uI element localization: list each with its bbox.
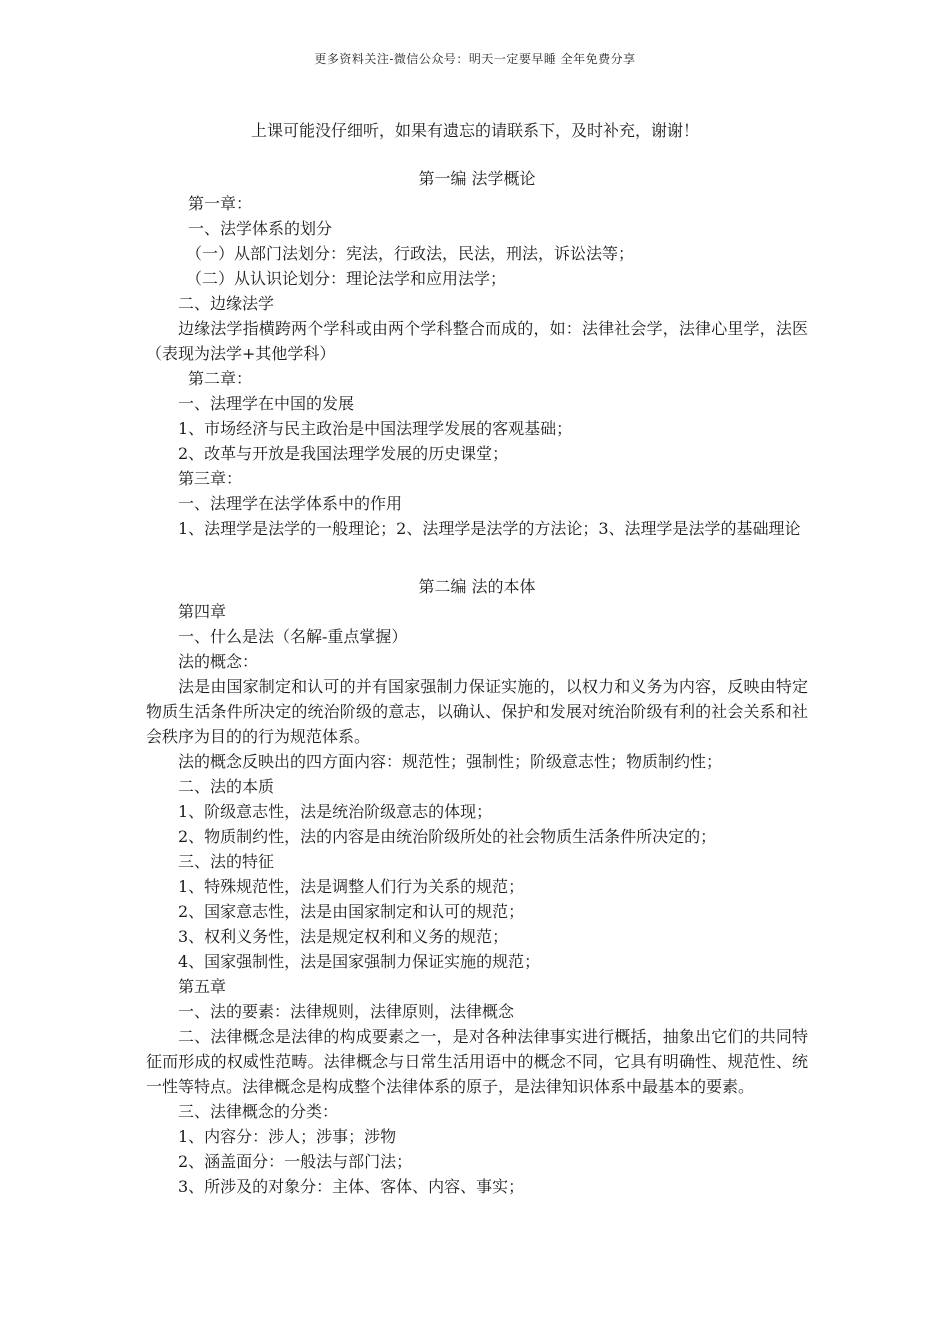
list-item: 1、内容分：涉人；涉事；涉物 — [178, 1127, 397, 1146]
section-heading: 一、法学体系的划分 — [188, 219, 333, 238]
list-item: 2、物质制约性，法的内容是由统治阶级所处的社会物质生活条件所决定的； — [178, 827, 717, 846]
chapter-3-heading: 第三章： — [178, 469, 243, 488]
section-heading: 三、法律概念的分类： — [178, 1102, 339, 1121]
paragraph: 1、法理学是法学的一般理论；2、法理学是法学的方法论；3、法理学是法学的基础理论 — [178, 519, 801, 538]
paragraph: 边缘法学指横跨两个学科或由两个学科整合而成的，如：法律社会学，法律心里学，法医（表现为法学+其他学科） — [146, 319, 808, 363]
section-heading: 一、法理学在中国的发展 — [178, 394, 355, 413]
notice-text: 上课可能没仔细听，如果有遗忘的请联系下，及时补充，谢谢！ — [250, 121, 699, 140]
label-text: 法的概念： — [178, 652, 259, 671]
chapter-2-heading: 第二章： — [188, 369, 253, 388]
list-item: 1、阶级意志性，法是统治阶级意志的体现； — [178, 802, 493, 821]
list-item: （二）从认识论划分：理论法学和应用法学； — [186, 269, 507, 288]
section-heading: 二、法的本质 — [178, 777, 275, 796]
spacer — [146, 541, 808, 566]
list-item: 1、市场经济与民主政治是中国法理学发展的客观基础； — [178, 419, 573, 438]
list-item: 4、国家强制性，法是国家强制力保证实施的规范； — [178, 952, 541, 971]
section-heading: 一、什么是法（名解-重点掌握） — [178, 627, 408, 646]
list-item: 1、特殊规范性，法是调整人们行为关系的规范； — [178, 877, 525, 896]
section-heading: 一、法理学在法学体系中的作用 — [178, 494, 403, 513]
document-body — [146, 166, 808, 1199]
list-item: 2、国家意志性，法是由国家制定和认可的规范； — [178, 902, 525, 921]
list-item: 3、所涉及的对象分：主体、客体、内容、事实； — [178, 1177, 525, 1196]
section-heading: 一、法的要素：法律规则，法律原则，法律概念 — [178, 1002, 515, 1021]
part1-title: 第一编 法学概论 — [418, 169, 536, 188]
section-heading: 三、法的特征 — [178, 852, 275, 871]
list-item: 2、改革与开放是我国法理学发展的历史课堂； — [178, 444, 509, 463]
part2-title: 第二编 法的本体 — [418, 577, 536, 596]
paragraph: 法的概念反映出的四方面内容：规范性；强制性；阶级意志性；物质制约性； — [178, 752, 723, 771]
list-item: 3、权利义务性，法是规定权利和义务的规范； — [178, 927, 509, 946]
spacer — [146, 566, 808, 574]
list-item: 2、涵盖面分：一般法与部门法； — [178, 1152, 413, 1171]
paragraph: 法是由国家制定和认可的并有国家强制力保证实施的，以权力和义务为内容，反映由特定物质生活条件所决定的统治阶级的意志，以确认、保护和发展对统治阶级有利的社会关系和社会秩序为目的的行为规范体系。 — [146, 677, 808, 746]
section-heading: 二、边缘法学 — [178, 294, 275, 313]
page-header: 更多资料关注-微信公众号：明天一定要早睡 全年免费分享 — [314, 52, 636, 66]
list-item: （一）从部门法划分：宪法，行政法，民法，刑法，诉讼法等； — [186, 244, 635, 263]
chapter-5-heading: 第五章 — [178, 977, 227, 996]
paragraph: 二、法律概念是法律的构成要素之一，是对各种法律事实进行概括，抽象出它们的共同特征而形成的权威性范畴。法律概念与日常生活用语中的概念不同，它具有明确性、规范性、统一性等特点。法律概念是构成整个法律体系的原子，是法律知识体系中最基本的要素。 — [146, 1027, 808, 1096]
chapter-4-heading: 第四章 — [178, 602, 227, 621]
chapter-1-heading: 第一章： — [188, 194, 253, 213]
